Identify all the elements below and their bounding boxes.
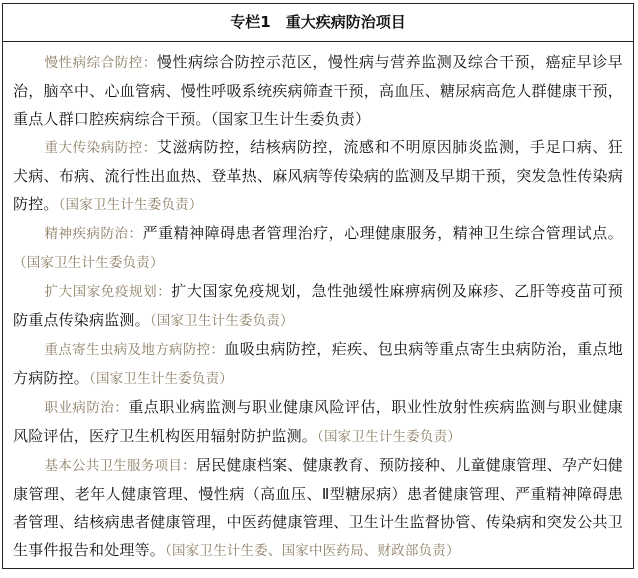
item-label: 慢性病综合防控： [44,55,157,71]
item-text: 重点职业病监测与职业健康风险评估，职业性放射性疾病监测与职业健康风险评估，医疗卫生机构医用辐射防护监测。 [13,398,624,445]
item-label: 基本公共卫生服务项目： [44,458,196,474]
item-text: 慢性病综合防控示范区，慢性病与营养监测及综合干预，癌症早诊早治，脑卒中、心血管病、慢性呼吸系统疾病筛查干预，高血压、糖尿病高危人群健康干预，重点人群口腔疾病综合干预。（国家卫生计生委负责） [13,53,623,128]
item-immunization [13,277,623,335]
item-label: 重点寄生虫病及地方病防控： [44,342,225,358]
item-responsible: （国家卫生计生委负责） [13,255,164,271]
box-body [3,42,633,565]
item-label: 扩大国家免疫规划： [44,284,172,300]
box-title: 专栏1 重大疾病防治项目 [3,4,633,42]
item-responsible: （国家卫生计生委负责） [317,429,461,445]
item-text: 居民健康档案、健康教育、预防接种、儿童健康管理、孕产妇健康管理、老年人健康管理、慢性病（高血压、Ⅱ型糖尿病）患者健康管理、严重精神障碍患者管理、结核病患者健康管理，中医药健康管理、卫生计生监督协管、传染病和突发公共卫生事件报告和处理等。 [13,456,624,559]
item-chronic-disease [13,48,623,133]
item-text: 严重精神障碍患者管理治疗，心理健康服务，精神卫生综合管理试点。 [142,224,623,242]
item-mental-disease [13,219,623,277]
item-responsible: （国家卫生计生委负责） [58,197,203,213]
item-label: 重大传染病防控： [44,140,157,156]
item-responsible: （国家卫生计生委负责） [149,313,294,329]
item-text: 艾滋病防控，结核病防控，流感和不明原因肺炎监测，手足口病、狂犬病、布病、流行性出血热、登革热、麻风病等传染病的监测及早期干预，突发急性传染病防控。 [13,138,623,213]
item-responsible: （国家卫生计生委负责） [89,371,233,387]
item-responsible: （国家卫生计生委、国家中医药局、财政部负责） [165,543,460,559]
column-box [2,3,634,569]
item-label: 精神疾病防治： [44,226,143,242]
item-occupational-disease [13,393,623,451]
item-parasitic-endemic [13,335,623,393]
item-label: 职业病防治： [44,400,129,416]
item-public-health-services [13,451,623,565]
item-infectious-disease [13,133,623,219]
item-text: 血吸虫病防控，疟疾、包虫病等重点寄生虫病防治，重点地方病防控。 [13,340,623,387]
item-text: 扩大国家免疫规划，急性弛缓性麻痹病例及麻疹、乙肝等疫苗可预防重点传染病监测。 [13,282,623,329]
